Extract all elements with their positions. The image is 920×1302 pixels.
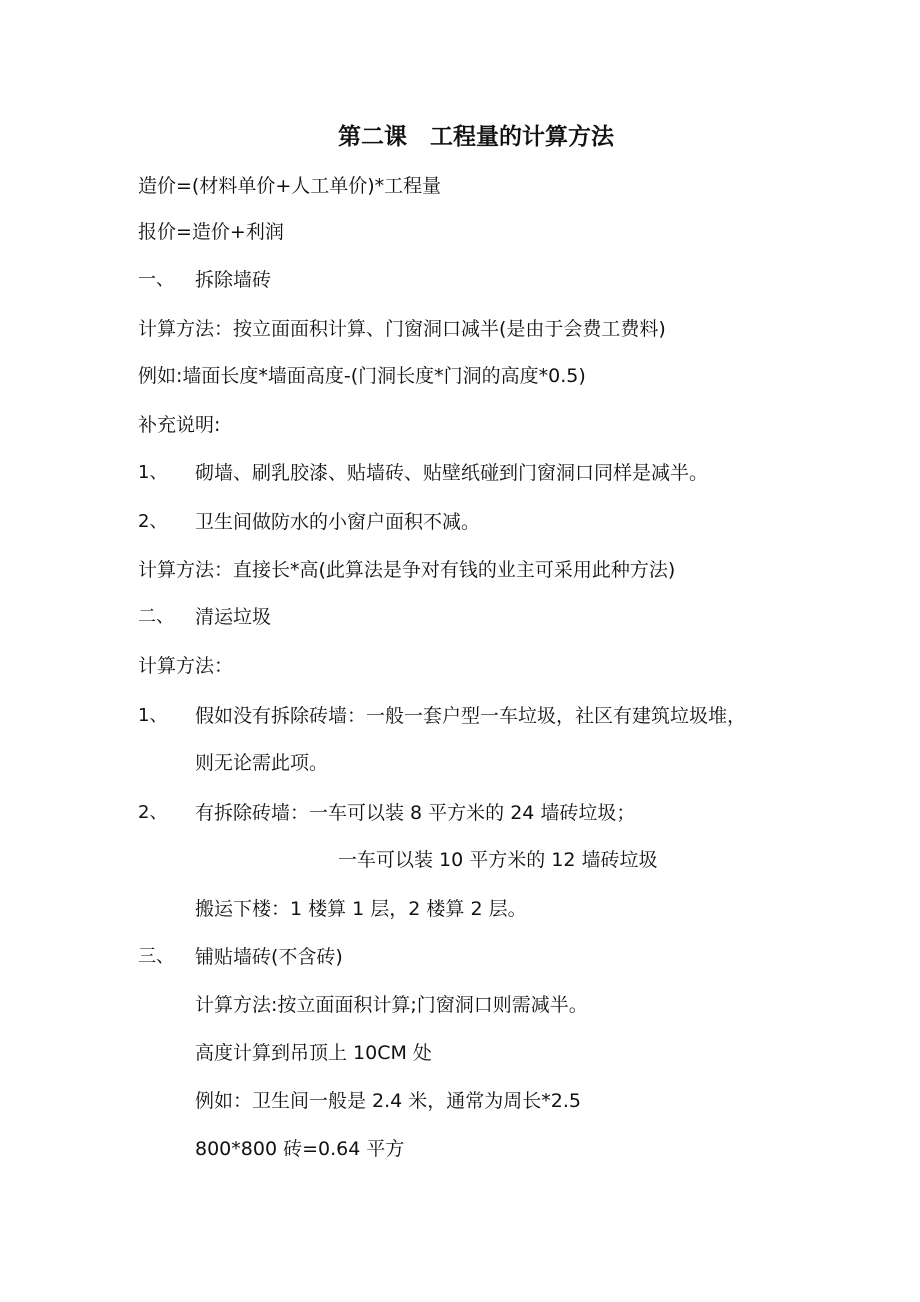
example-text: 例如：卫生间一般是 2.4 米，通常为周长*2.5 — [195, 1090, 582, 1112]
section-heading: 拆除墙砖 — [195, 269, 272, 291]
page-title: 第二课 工程量的计算方法 — [338, 123, 614, 150]
tile-size-text: 800*800 砖=0.64 平方 — [195, 1138, 405, 1160]
formula-cost: 造价=(材料单价+人工单价)*工程量 — [138, 175, 442, 197]
section-number: 二、 — [138, 606, 174, 627]
section-heading: 清运垃圾 — [195, 606, 272, 628]
note-heading: 补充说明: — [138, 414, 221, 436]
item-number: 2、 — [138, 802, 168, 823]
section-number: 三、 — [138, 946, 174, 967]
method-text: 计算方法：按立面面积计算、门窗洞口减半(是由于会费工费料) — [138, 318, 666, 340]
item-text: 卫生间做防水的小窗户面积不减。 — [195, 511, 481, 533]
section-number: 一、 — [138, 269, 174, 290]
item-text: 砌墙、刷乳胶漆、贴墙砖、贴壁纸碰到门窗洞口同样是减半。 — [195, 462, 709, 484]
example-text: 例如:墙面长度*墙面高度-(门洞长度*门洞的高度*0.5) — [138, 365, 586, 387]
item-text: 有拆除砖墙：一车可以装 8 平方米的 24 墙砖垃圾； — [195, 802, 636, 824]
item-text: 假如没有拆除砖墙：一般一套户型一车垃圾，社区有建筑垃圾堆， — [195, 705, 747, 727]
formula-quote: 报价=造价+利润 — [138, 221, 284, 243]
item-continuation: 一车可以装 10 平方米的 12 墙砖垃圾 — [338, 849, 658, 871]
height-text: 高度计算到吊顶上 10CM 处 — [195, 1042, 432, 1064]
item-number: 2、 — [138, 511, 168, 532]
item-continuation: 则无论需此项。 — [195, 752, 329, 774]
method-text: 计算方法：直接长*高(此算法是争对有钱的业主可采用此种方法) — [138, 559, 676, 581]
transport-text: 搬运下楼：1 楼算 1 层，2 楼算 2 层。 — [195, 898, 527, 920]
item-number: 1、 — [138, 462, 168, 483]
section-heading: 铺贴墙砖(不含砖) — [195, 946, 343, 968]
method-text: 计算方法:按立面面积计算;门窗洞口则需减半。 — [195, 994, 588, 1016]
method-text: 计算方法： — [138, 655, 234, 677]
item-number: 1、 — [138, 705, 168, 726]
